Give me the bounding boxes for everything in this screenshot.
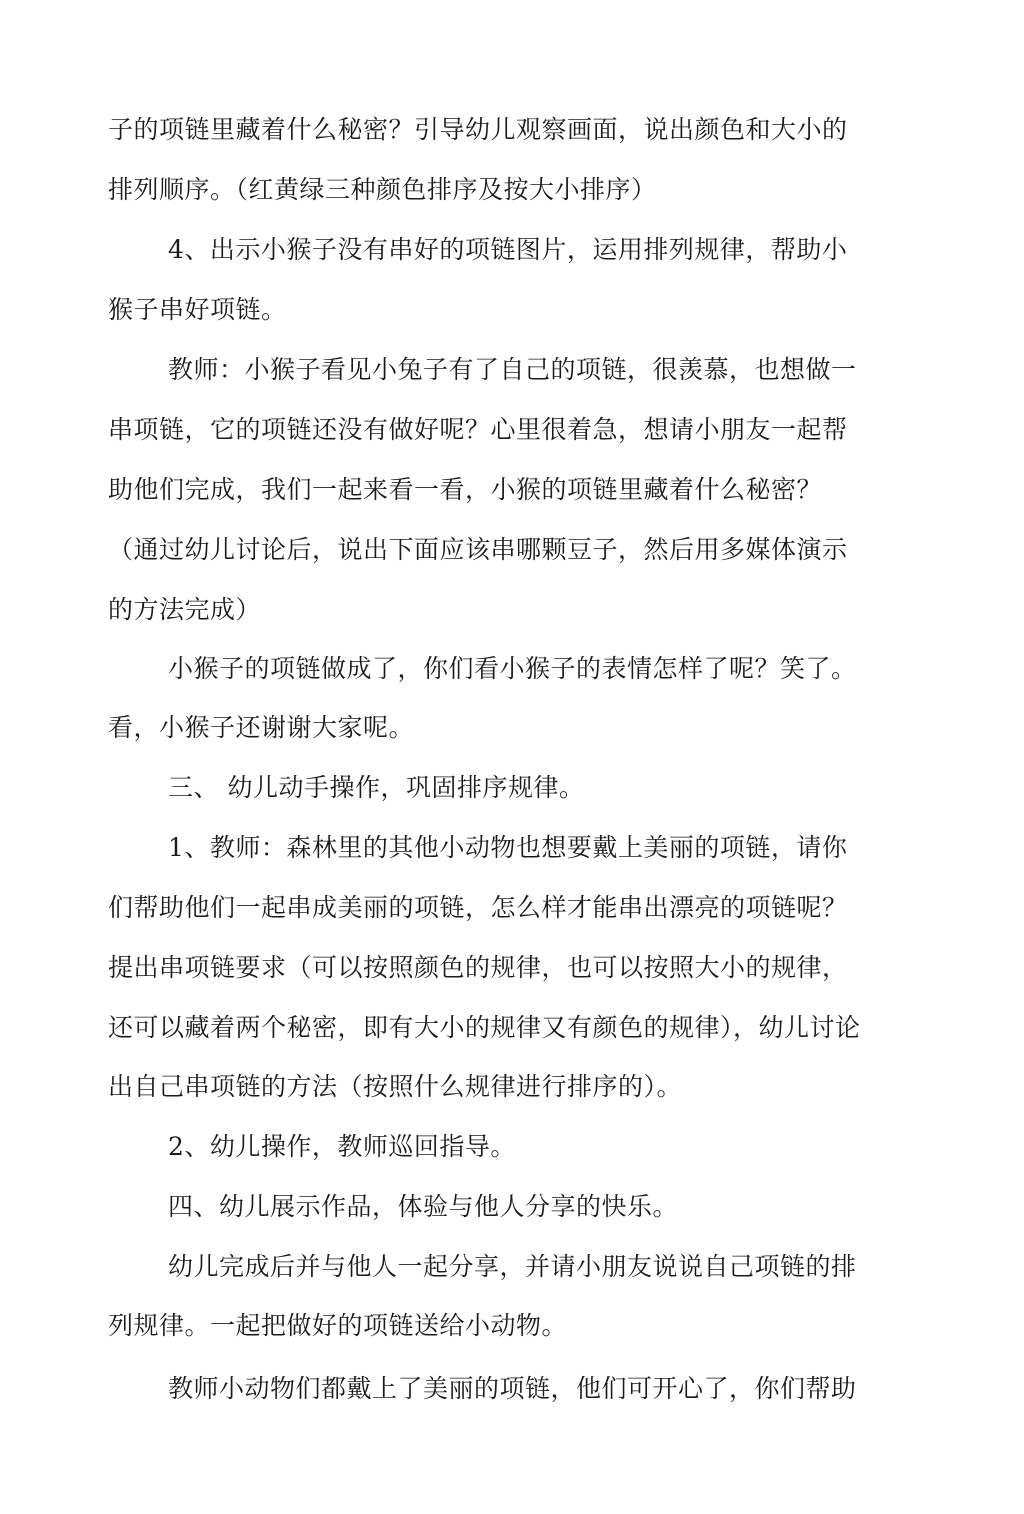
paragraph-line: 教师小动物们都戴上了美丽的项链，他们可开心了，你们帮助 [168, 1374, 857, 1403]
paragraph-line: 的方法完成） [108, 595, 262, 624]
paragraph-line: 教师：小猴子看见小兔子有了自己的项链，很羡慕，也想做一 [168, 355, 857, 384]
paragraph-line: 助他们完成，我们一起来看一看，小猴的项链里藏着什么秘密？ [108, 475, 823, 504]
paragraph-line: 串项链，它的项链还没有做好呢？心里很着急，想请小朋友一起帮 [108, 415, 848, 444]
section-heading: 四、幼儿展示作品，体验与他人分享的快乐。 [168, 1192, 679, 1221]
paragraph-line: （通过幼儿讨论后，说出下面应该串哪颗豆子，然后用多媒体演示 [108, 535, 848, 564]
paragraph-line: 出自己串项链的方法（按照什么规律进行排序的）。 [108, 1072, 683, 1101]
paragraph-line: 排列顺序。（红黄绿三种颜色排序及按大小排序） [108, 175, 657, 204]
paragraph-line: 看，小猴子还谢谢大家呢。 [108, 713, 415, 742]
paragraph-line: 提出串项链要求（可以按照颜色的规律，也可以按照大小的规律， [108, 953, 848, 982]
paragraph-line: 们帮助他们一起串成美丽的项链，怎么样才能串出漂亮的项链呢？ [108, 893, 848, 922]
section-heading: 三、 幼儿动手操作，巩固排序规律。 [168, 773, 585, 802]
paragraph-line: 还可以藏着两个秘密，即有大小的规律又有颜色的规律），幼儿讨论 [108, 1013, 861, 1042]
paragraph-line: 猴子串好项链。 [108, 295, 287, 324]
paragraph-line: 幼儿完成后并与他人一起分享，并请小朋友说说自己项链的排 [168, 1252, 857, 1281]
paragraph-line: 小猴子的项链做成了，你们看小猴子的表情怎样了呢？笑了。 [168, 654, 857, 683]
paragraph-line: 2、幼儿操作，教师巡回指导。 [168, 1132, 516, 1161]
paragraph-line: 子的项链里藏着什么秘密？引导幼儿观察画面，说出颜色和大小的 [108, 115, 848, 144]
paragraph-line: 1、教师：森林里的其他小动物也想要戴上美丽的项链，请你 [168, 833, 848, 862]
paragraph-line: 列规律。一起把做好的项链送给小动物。 [108, 1311, 568, 1340]
paragraph-line: 4、出示小猴子没有串好的项链图片，运用排列规律，帮助小 [168, 235, 848, 264]
